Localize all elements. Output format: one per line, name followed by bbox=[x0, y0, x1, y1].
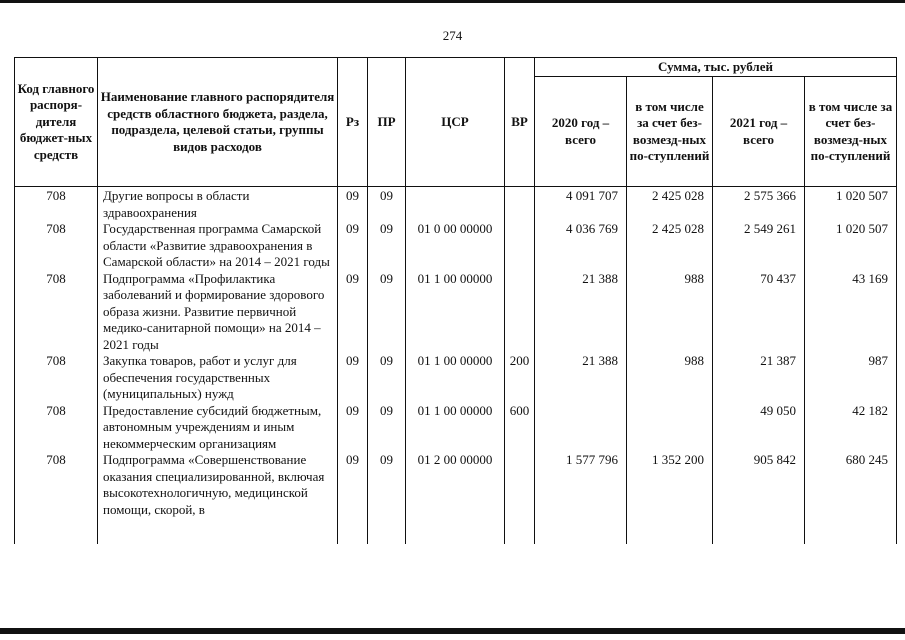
header-pr: ПР bbox=[368, 58, 406, 187]
table-body bbox=[15, 187, 897, 545]
cell-pr: 09 bbox=[368, 452, 406, 544]
header-rz: Рз bbox=[338, 58, 368, 187]
cell-code: 708 bbox=[15, 452, 98, 544]
cell-2020-total: 1 577 796 bbox=[535, 452, 627, 544]
cell-2020-total: 4 091 707 bbox=[535, 187, 627, 222]
table-row bbox=[15, 187, 897, 222]
page-number: 274 bbox=[442, 28, 463, 43]
budget-table bbox=[14, 57, 897, 544]
cell-2020-free bbox=[627, 403, 713, 453]
cell-csr: 01 0 00 00000 bbox=[406, 221, 505, 271]
cell-csr: 01 1 00 00000 bbox=[406, 271, 505, 354]
cell-2020-free: 988 bbox=[627, 353, 713, 403]
cell-2020-total: 21 388 bbox=[535, 353, 627, 403]
cell-csr: 01 1 00 00000 bbox=[406, 403, 505, 453]
cell-2021-free: 987 bbox=[805, 353, 897, 403]
cell-pr: 09 bbox=[368, 187, 406, 222]
cell-name: Закупка товаров, работ и услуг для обеспечения государственных (муниципальных) нужд bbox=[98, 353, 338, 403]
cell-2021-total: 21 387 bbox=[713, 353, 805, 403]
cell-code: 708 bbox=[15, 187, 98, 222]
cell-csr: 01 2 00 00000 bbox=[406, 452, 505, 544]
header-2020-free: в том числе за счет без-возмезд-ных по-ступлений bbox=[627, 77, 713, 187]
cell-vr bbox=[505, 271, 535, 354]
cell-rz: 09 bbox=[338, 187, 368, 222]
cell-vr: 600 bbox=[505, 403, 535, 453]
cell-2021-total: 2 575 366 bbox=[713, 187, 805, 222]
table-row bbox=[15, 353, 897, 403]
top-border-line bbox=[0, 0, 905, 3]
table-header bbox=[15, 58, 897, 187]
cell-2021-free: 1 020 507 bbox=[805, 187, 897, 222]
cell-code: 708 bbox=[15, 271, 98, 354]
table-row bbox=[15, 271, 897, 354]
cell-vr bbox=[505, 187, 535, 222]
cell-2020-free: 2 425 028 bbox=[627, 221, 713, 271]
cell-name: Предоставление субсидий бюджетным, автономным учреждениям и иным некоммерческим организациям bbox=[98, 403, 338, 453]
cell-2021-free: 1 020 507 bbox=[805, 221, 897, 271]
cell-code: 708 bbox=[15, 403, 98, 453]
cell-2020-total: 21 388 bbox=[535, 271, 627, 354]
cell-2020-free: 2 425 028 bbox=[627, 187, 713, 222]
header-code: Код главного распоря-дителя бюджет-ных средств bbox=[15, 58, 98, 187]
header-vr: ВР bbox=[505, 58, 535, 187]
header-2021-total: 2021 год – всего bbox=[713, 77, 805, 187]
table-row bbox=[15, 221, 897, 271]
header-name: Наименование главного распорядителя средств областного бюджета, раздела, подраздела, целевой статьи, группы видов расходов bbox=[98, 58, 338, 187]
cell-name: Подпрограмма «Профилактика заболеваний и формирование здорового образа жизни. Развитие первичной медико-санитарной помощи» на 2014 – 2021 годы bbox=[98, 271, 338, 354]
cell-2021-total: 2 549 261 bbox=[713, 221, 805, 271]
cell-2021-total: 905 842 bbox=[713, 452, 805, 544]
cell-name: Другие вопросы в области здравоохранения bbox=[98, 187, 338, 222]
cell-2021-free: 42 182 bbox=[805, 403, 897, 453]
cell-name: Подпрограмма «Совершенствование оказания специализированной, включая высокотехнологичную, медицинской помощи, скорой, в bbox=[98, 452, 338, 544]
cell-2021-total: 49 050 bbox=[713, 403, 805, 453]
header-2020-total: 2020 год – всего bbox=[535, 77, 627, 187]
bottom-border-line bbox=[0, 628, 905, 634]
cell-rz: 09 bbox=[338, 452, 368, 544]
cell-2021-free: 43 169 bbox=[805, 271, 897, 354]
header-2021-free: в том числе за счет без-возмезд-ных по-ступлений bbox=[805, 77, 897, 187]
cell-pr: 09 bbox=[368, 221, 406, 271]
table-row bbox=[15, 403, 897, 453]
cell-rz: 09 bbox=[338, 271, 368, 354]
cell-2020-total bbox=[535, 403, 627, 453]
cell-name: Государственная программа Самарской области «Развитие здравоохранения в Самарской области» на 2014 – 2021 годы bbox=[98, 221, 338, 271]
cell-rz: 09 bbox=[338, 353, 368, 403]
cell-2020-free: 1 352 200 bbox=[627, 452, 713, 544]
header-csr: ЦСР bbox=[406, 58, 505, 187]
cell-2020-free: 988 bbox=[627, 271, 713, 354]
cell-csr: 01 1 00 00000 bbox=[406, 353, 505, 403]
cell-pr: 09 bbox=[368, 271, 406, 354]
cell-2020-total: 4 036 769 bbox=[535, 221, 627, 271]
table-row bbox=[15, 452, 897, 544]
cell-vr bbox=[505, 452, 535, 544]
cell-rz: 09 bbox=[338, 221, 368, 271]
cell-code: 708 bbox=[15, 221, 98, 271]
cell-pr: 09 bbox=[368, 403, 406, 453]
cell-2021-free: 680 245 bbox=[805, 452, 897, 544]
header-sum-group: Сумма, тыс. рублей bbox=[535, 58, 897, 77]
cell-pr: 09 bbox=[368, 353, 406, 403]
cell-2021-total: 70 437 bbox=[713, 271, 805, 354]
cell-code: 708 bbox=[15, 353, 98, 403]
cell-vr: 200 bbox=[505, 353, 535, 403]
cell-rz: 09 bbox=[338, 403, 368, 453]
cell-csr bbox=[406, 187, 505, 222]
cell-vr bbox=[505, 221, 535, 271]
